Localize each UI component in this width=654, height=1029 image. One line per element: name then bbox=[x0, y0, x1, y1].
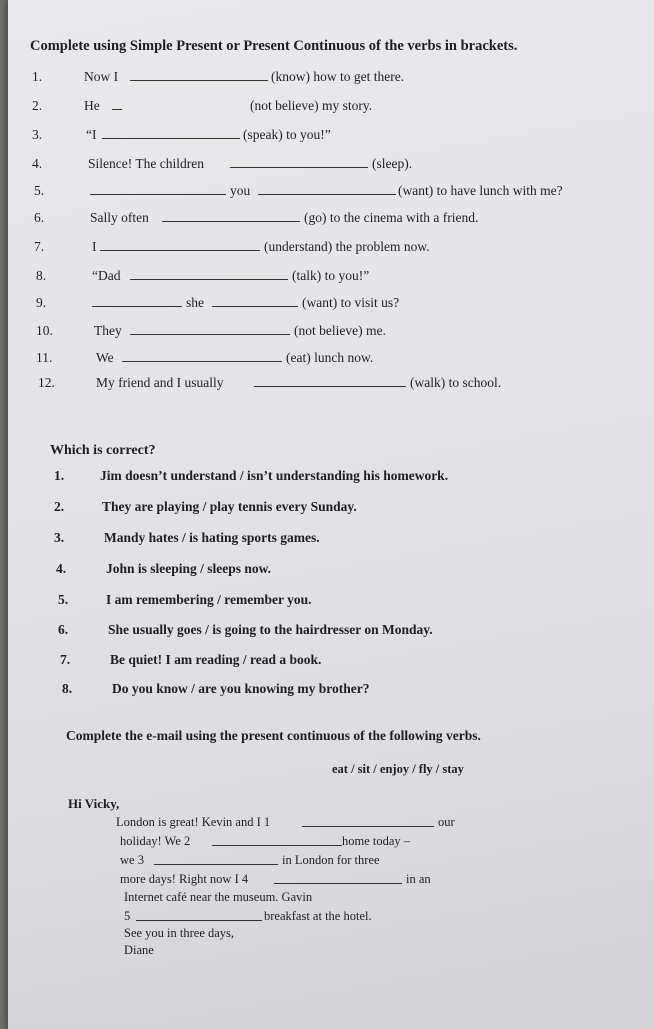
email-text: Diane bbox=[124, 943, 154, 957]
item-prefix: “I bbox=[86, 127, 97, 142]
answer-blank[interactable] bbox=[130, 268, 288, 280]
section1-title: Complete using Simple Present or Present Continuous of the verbs in brackets. bbox=[30, 38, 518, 54]
item-prefix: My friend and I usually bbox=[96, 375, 224, 390]
item-prefix: Sally often bbox=[90, 210, 149, 225]
item-suffix: (walk) to school. bbox=[410, 375, 502, 390]
email-blank-3[interactable] bbox=[154, 853, 278, 865]
section2-title: Which is correct? bbox=[50, 443, 156, 458]
worksheet-page bbox=[8, 0, 654, 1029]
item-number: 3. bbox=[32, 127, 43, 142]
answer-blank[interactable] bbox=[102, 127, 240, 139]
item-number: 4. bbox=[56, 561, 67, 576]
email-text: Internet café near the museum. Gavin bbox=[124, 890, 313, 904]
answer-blank[interactable] bbox=[90, 183, 226, 195]
item-text: Mandy hates / is hating sports games. bbox=[104, 530, 320, 545]
item-suffix: (speak) to you!” bbox=[243, 127, 331, 142]
answer-blank[interactable] bbox=[254, 375, 406, 387]
item-suffix: (eat) lunch now. bbox=[286, 350, 374, 365]
section3-title: Complete the e-mail using the present continuous of the following verbs. bbox=[66, 728, 481, 743]
email-text: more days! Right now I 4 bbox=[120, 872, 249, 886]
item-number: 7. bbox=[60, 652, 71, 667]
item-suffix: (want) to visit us? bbox=[302, 295, 400, 310]
item-number: 4. bbox=[32, 156, 43, 171]
item-number: 1. bbox=[32, 69, 43, 84]
item-suffix: (talk) to you!” bbox=[292, 268, 370, 283]
answer-blank[interactable] bbox=[258, 183, 396, 195]
email-text: 5 bbox=[124, 909, 131, 923]
item-prefix: Silence! The children bbox=[88, 156, 204, 171]
item-number: 9. bbox=[36, 295, 47, 310]
item-number: 5. bbox=[58, 592, 69, 607]
item-prefix: Now I bbox=[84, 69, 119, 84]
answer-blank[interactable] bbox=[122, 350, 282, 362]
item-number: 3. bbox=[54, 530, 65, 545]
answer-blank[interactable] bbox=[130, 323, 290, 335]
item-prefix: I bbox=[92, 239, 97, 254]
item-text: She usually goes / is going to the hairdresser on Monday. bbox=[108, 622, 433, 637]
answer-blank[interactable] bbox=[100, 239, 260, 251]
email-blank-2[interactable] bbox=[212, 834, 342, 846]
item-mid: she bbox=[186, 295, 204, 310]
email-text: in an bbox=[406, 872, 431, 886]
item-suffix: (go) to the cinema with a friend. bbox=[304, 210, 479, 225]
item-prefix: They bbox=[94, 323, 122, 338]
email-text: breakfast at the hotel. bbox=[264, 909, 372, 923]
email-blank-4[interactable] bbox=[274, 872, 402, 884]
item-number: 1. bbox=[54, 468, 65, 483]
item-suffix: (not believe) my story. bbox=[250, 98, 373, 113]
answer-blank[interactable] bbox=[112, 98, 122, 110]
item-number: 8. bbox=[36, 268, 47, 283]
item-number: 2. bbox=[54, 499, 65, 514]
item-number: 11. bbox=[36, 350, 53, 365]
item-suffix: (not believe) me. bbox=[294, 323, 386, 338]
item-prefix: “Dad bbox=[92, 268, 121, 283]
email-blank-1[interactable] bbox=[302, 815, 434, 827]
email-text: we 3 bbox=[120, 853, 144, 867]
answer-blank[interactable] bbox=[230, 156, 368, 168]
item-number: 8. bbox=[62, 681, 73, 696]
email-text: See you in three days, bbox=[124, 926, 235, 940]
item-suffix: (want) to have lunch with me? bbox=[398, 183, 563, 198]
item-text: John is sleeping / sleeps now. bbox=[106, 561, 272, 576]
item-number: 10. bbox=[36, 323, 53, 338]
email-text: home today – bbox=[342, 834, 411, 848]
answer-blank[interactable] bbox=[162, 210, 300, 222]
item-suffix: (sleep). bbox=[372, 156, 413, 171]
item-number: 5. bbox=[34, 183, 45, 198]
item-text: Do you know / are you knowing my brother? bbox=[112, 681, 370, 696]
item-suffix: (understand) the problem now. bbox=[264, 239, 430, 254]
email-blank-5[interactable] bbox=[136, 909, 262, 921]
item-text: Jim doesn’t understand / isn’t understanding his homework. bbox=[100, 468, 449, 483]
email-text: holiday! We 2 bbox=[120, 834, 191, 848]
item-number: 12. bbox=[38, 375, 55, 390]
item-text: I am remembering / remember you. bbox=[106, 592, 312, 607]
email-text: in London for three bbox=[282, 853, 380, 867]
item-prefix: He bbox=[84, 98, 100, 113]
item-number: 6. bbox=[58, 622, 69, 637]
email-greeting: Hi Vicky, bbox=[68, 796, 120, 811]
email-text: our bbox=[438, 815, 455, 829]
item-number: 2. bbox=[32, 98, 43, 113]
email-text: London is great! Kevin and I 1 bbox=[116, 815, 271, 829]
answer-blank[interactable] bbox=[212, 295, 298, 307]
item-mid: you bbox=[230, 183, 251, 198]
item-suffix: (know) how to get there. bbox=[271, 69, 405, 84]
item-text: Be quiet! I am reading / read a book. bbox=[110, 652, 322, 667]
item-prefix: We bbox=[96, 350, 114, 365]
item-number: 7. bbox=[34, 239, 45, 254]
item-number: 6. bbox=[34, 210, 45, 225]
answer-blank[interactable] bbox=[130, 69, 268, 81]
verb-list: eat / sit / enjoy / fly / stay bbox=[332, 762, 464, 776]
answer-blank[interactable] bbox=[92, 295, 182, 307]
item-text: They are playing / play tennis every Sunday. bbox=[102, 499, 357, 514]
